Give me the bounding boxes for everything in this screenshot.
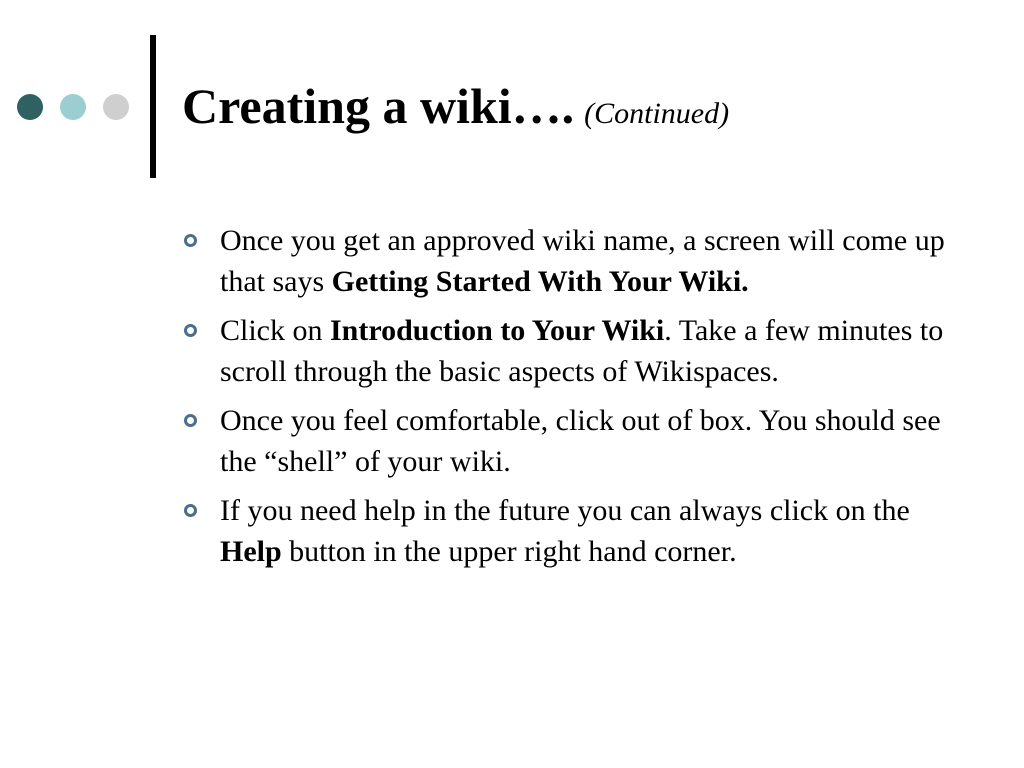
- bullet-text: . Take a few minutes to scroll through the basic aspects of Wikispaces.: [220, 314, 944, 388]
- bullet-text: button in the upper right hand corner.: [281, 535, 737, 568]
- slide-subtitle: (Continued): [584, 97, 730, 130]
- bullet-ring-icon: [184, 234, 197, 247]
- title-divider-bar: [150, 35, 156, 178]
- decorative-dot-dark: [17, 94, 43, 120]
- bullet-text: Click on: [220, 314, 330, 347]
- bullet-text: Once you feel comfortable, click out of box. You should see the “shell” of your wiki.: [220, 404, 941, 478]
- bullet-ring-icon: [184, 414, 197, 427]
- bullet-bold-text: Getting Started With Your Wiki.: [331, 265, 749, 298]
- bullet-list: [182, 220, 962, 580]
- bullet-ring-icon: [184, 504, 197, 517]
- decorative-dot-gray: [103, 94, 129, 120]
- decorative-dot-light: [60, 94, 86, 120]
- bullet-ring-icon: [184, 324, 197, 337]
- bullet-text: Once you get an approved wiki name, a screen will come up that says: [220, 224, 945, 298]
- bullet-item: [182, 310, 962, 392]
- bullet-text: If you need help in the future you can always click on the: [220, 494, 910, 527]
- slide-title-text: Creating a wiki….: [182, 78, 575, 134]
- bullet-item: [182, 490, 962, 572]
- bullet-bold-text: Introduction to Your Wiki: [330, 314, 665, 347]
- bullet-item: [182, 220, 962, 302]
- bullet-item: [182, 400, 962, 482]
- slide-title: [182, 76, 729, 144]
- bullet-bold-text: Help: [220, 535, 282, 568]
